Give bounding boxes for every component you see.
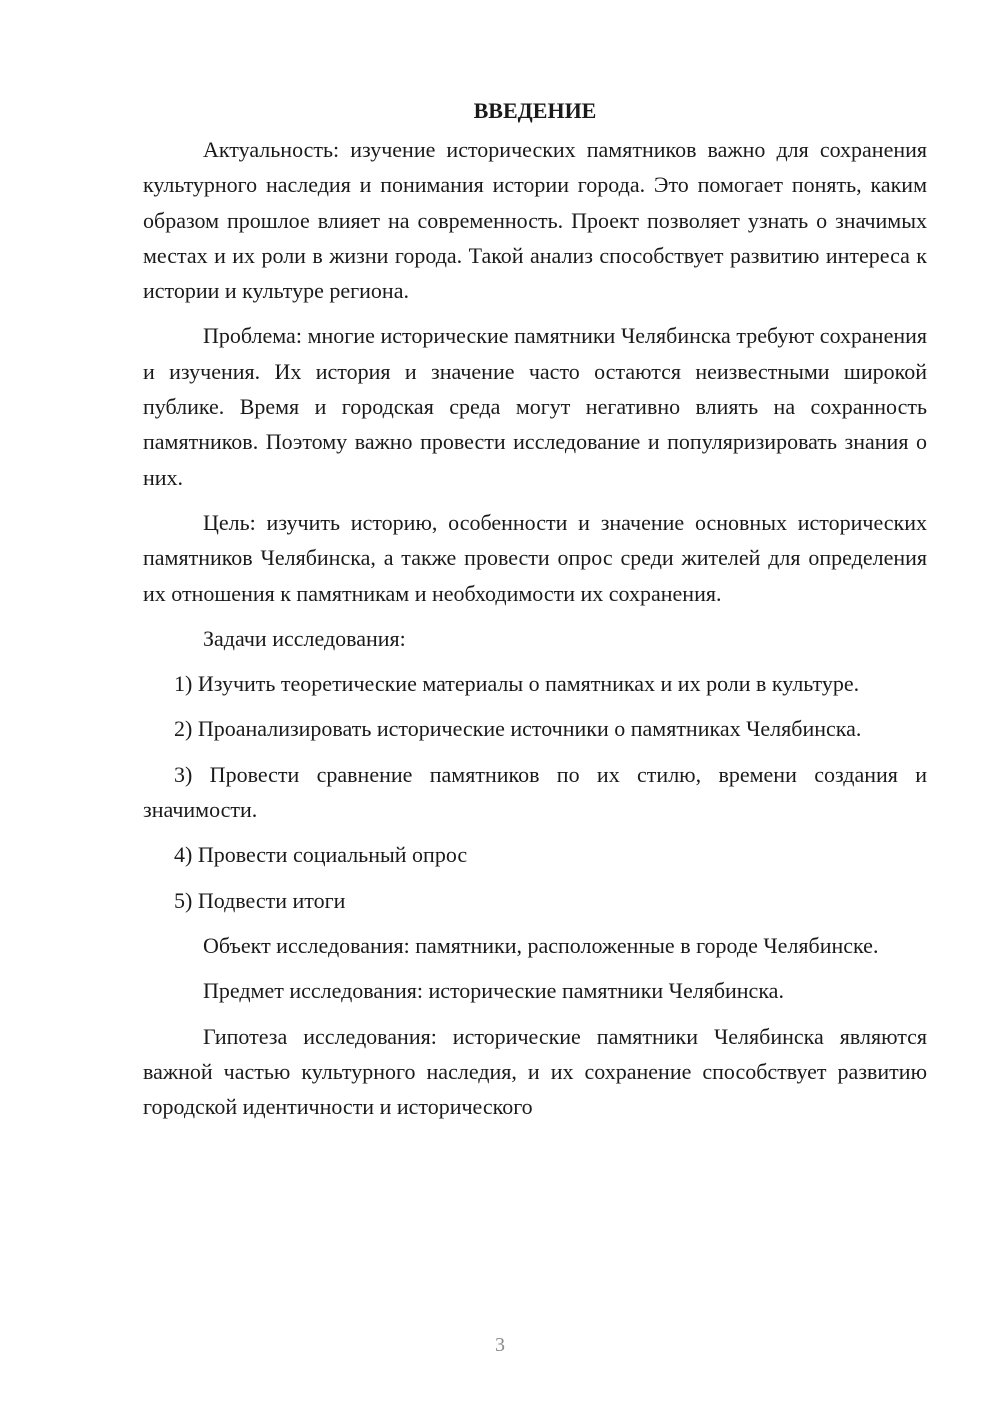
- task-item-2: 2) Проанализировать исторические источники о памятниках Челябинска.: [174, 716, 862, 742]
- section-title: ВВЕДЕНИЕ: [473, 98, 597, 123]
- tasks-heading: Задачи исследования:: [203, 625, 406, 651]
- paragraph-subject: Предмет исследования: исторические памятники Челябинска.: [203, 978, 784, 1004]
- paragraph-hypothesis: Гипотеза исследования: исторические памятники Челябинска являются важной частью культурного наследия, и их сохранение способствует развитию городской идентичности и исторического: [143, 1023, 927, 1120]
- task-item-3: 3) Провести сравнение памятников по их стилю, времени создания и значимости.: [143, 761, 927, 823]
- paragraph-relevance: Актуальность: изучение исторических памятников важно для сохранения культурного наследия и понимания истории города. Это помогает понять, каким образом прошлое влияет на современность. Проект позволяет узнать о значимых местах и их роли в жизни города. Такой анализ способствует развитию интереса к истории и культуре региона.: [143, 137, 927, 304]
- task-item-5: 5) Подвести итоги: [174, 887, 346, 913]
- task-item-1: 1) Изучить теоретические материалы о памятниках и их роли в культуре.: [174, 671, 860, 697]
- paragraph-goal: Цель: изучить историю, особенности и значение основных исторических памятников Челябинска, а также провести опрос среди жителей для определения их отношения к памятникам и необходимости их сохранения.: [143, 509, 927, 606]
- paragraph-object: Объект исследования: памятники, расположенные в городе Челябинске.: [203, 932, 879, 958]
- page-number: 3: [495, 1334, 505, 1356]
- document-page: [143, 96, 927, 1124]
- paragraph-problem: Проблема: многие исторические памятники Челябинска требуют сохранения и изучения. Их история и значение часто остаются неизвестными широкой публике. Время и городская среда могут негативно влиять на сохранность памятников. Поэтому важно провести исследование и популяризировать знания о них.: [143, 323, 927, 490]
- task-item-4: 4) Провести социальный опрос: [174, 842, 468, 868]
